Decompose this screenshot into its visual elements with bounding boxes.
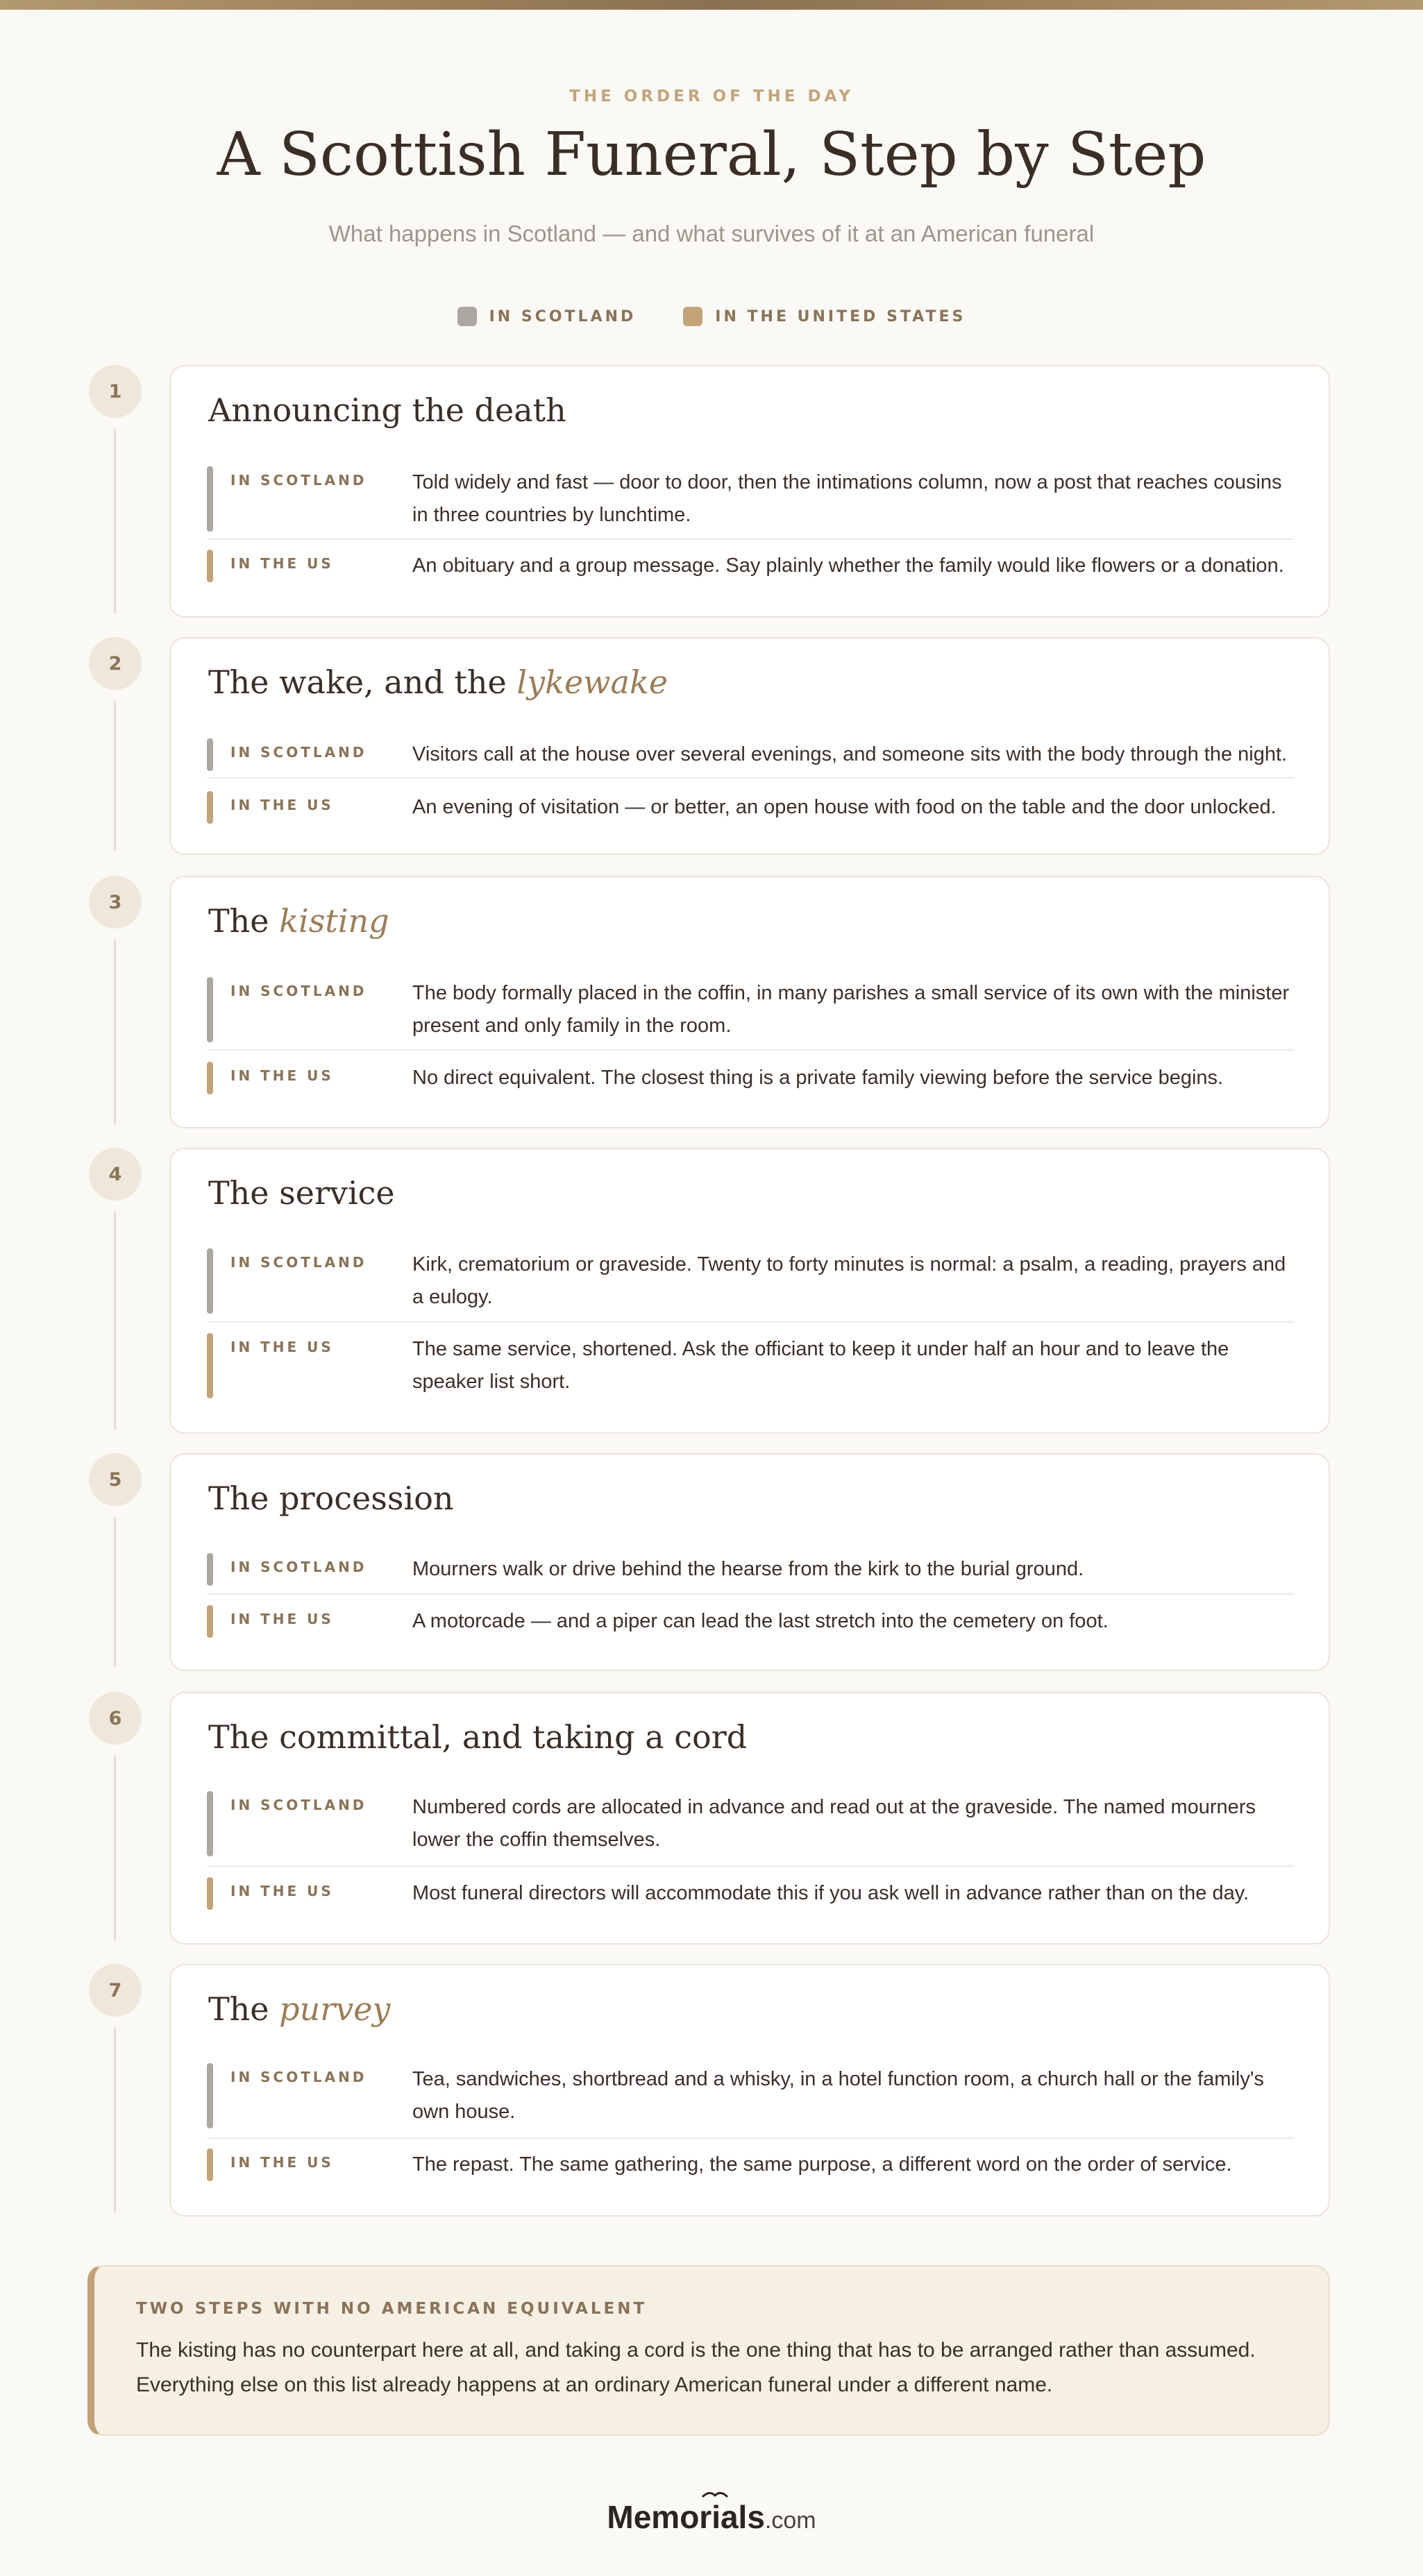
scotland-marker [207,1553,213,1586]
row-label-us: IN THE US [230,1339,334,1355]
step-number-badge: 4 [89,1148,142,1201]
row-us [207,550,1294,582]
row-label-us: IN THE US [230,2154,334,2171]
us-marker [207,1062,213,1094]
us-marker [207,550,213,582]
page-kicker: THE ORDER OF THE DAY [569,87,854,105]
row-text-scotland: Visitors call at the house over several evenings, and someone sits with the body through the night. [412,743,1288,765]
row-scotland [207,1248,1294,1314]
callout-body: The kisting has no counterpart here at all, and taking a cord is the one thing that has to be arranged rather than assumed. Everything else on this list already happens at an ordinary American funeral under a different name. [136,2339,1256,2396]
timeline-connector [114,1756,116,1940]
step-number-badge: 5 [89,1453,142,1506]
row-scotland [207,738,1294,771]
row-scotland [207,1553,1294,1586]
row-label-scotland: IN SCOTLAND [230,983,367,999]
row-label-us: IN THE US [230,1611,334,1627]
us-marker [207,1333,213,1398]
step-card [169,1148,1330,1434]
row-text-us: An evening of visitation — or better, an open house with food on the table and the door unlocked. [412,796,1277,818]
step-title [208,1718,747,1756]
step-number-badge: 2 [89,637,142,690]
step-title-term: lykewake [516,663,668,701]
step-card [169,1453,1330,1671]
step-title [208,1174,395,1212]
row-text-us: A motorcade — and a piper can lead the last stretch into the cemetery on foot. [412,1610,1109,1632]
step-card [169,637,1330,855]
timeline-connector [114,2028,116,2212]
step-title [208,1480,454,1517]
legend-item-united-states [683,307,966,326]
scotland-marker [207,1791,213,1856]
row-scotland [207,977,1294,1042]
step-title-text: The procession [208,1480,454,1517]
step-title-term: purvey [279,1990,391,2028]
step-number-badge: 7 [89,1964,142,2017]
top-accent-bar [0,0,1423,10]
row-divider [207,539,1294,540]
timeline-connector [114,1212,116,1430]
us-marker [207,791,213,824]
timeline-connector [114,1517,116,1667]
row-text-scotland: Mourners walk or drive behind the hearse from the kirk to the burial ground. [412,1558,1084,1580]
step-title-text: The wake, and the [208,663,517,701]
row-us [207,1333,1294,1398]
row-divider [207,1593,1294,1595]
step-title-text: The committal, and taking a cord [208,1718,748,1756]
memorials-logo [0,2498,1423,2536]
row-scotland [207,466,1294,532]
row-label-us: IN THE US [230,1883,334,1899]
callout-heading: TWO STEPS WITH NO AMERICAN EQUIVALENT [136,2300,648,2318]
row-text-us: The repast. The same gathering, the same purpose, a different word on the order of service. [412,2153,1232,2176]
row-text-scotland: The body formally placed in the coffin, in many parishes a small service of its own with the minister present and only family in the room. [412,982,1290,1037]
scotland-marker [207,2063,213,2128]
legend-swatch-united-states [683,307,702,326]
scotland-marker [207,977,213,1042]
bird-mark-icon [701,2489,729,2500]
us-marker [207,2149,213,2181]
step-card [169,876,1330,1128]
scotland-marker [207,738,213,771]
row-us [207,1877,1294,1910]
step-number-badge: 1 [89,365,142,418]
scotland-marker [207,1248,213,1314]
logo-name: Memorials [607,2499,765,2535]
step-card [169,1692,1330,1944]
row-us [207,1605,1294,1638]
row-divider [207,1321,1294,1323]
row-label-scotland: IN SCOTLAND [230,1797,367,1813]
step-title-text: The [208,1990,280,2028]
timeline-connector [114,940,116,1124]
step-title-term: kisting [279,902,389,940]
row-label-scotland: IN SCOTLAND [230,472,367,489]
step-number-badge: 6 [89,1692,142,1745]
row-label-scotland: IN SCOTLAND [230,744,367,761]
step-title [208,391,566,429]
timeline-connector [114,701,116,851]
row-scotland [207,1791,1294,1856]
row-text-us: No direct equivalent. The closest thing is a private family viewing before the service begins. [412,1067,1224,1089]
row-label-us: IN THE US [230,555,334,572]
row-label-scotland: IN SCOTLAND [230,2069,367,2085]
step-title-text: The service [208,1174,395,1212]
step-title [208,663,668,701]
row-us [207,2149,1294,2181]
step-title [208,902,389,940]
us-marker [207,1877,213,1910]
row-us [207,1062,1294,1094]
row-divider [207,777,1294,779]
row-text-us: The same service, shortened. Ask the officiant to keep it under half an hour and to leave the speaker list short. [412,1338,1229,1393]
step-title-text: Announcing the death [208,391,566,429]
step-card [169,1964,1330,2217]
row-scotland [207,2063,1294,2128]
row-text-scotland: Tea, sandwiches, shortbread and a whisky, in a hotel function room, a church hall or the family's own house. [412,2068,1264,2123]
us-marker [207,1605,213,1638]
row-text-scotland: Told widely and fast — door to door, then the intimations column, now a post that reaches cousins in three countries by lunchtime. [412,471,1282,526]
step-title-text: The [208,902,280,940]
legend-label-united-states: IN THE UNITED STATES [715,307,966,325]
scotland-marker [207,466,213,532]
row-text-us: Most funeral directors will accommodate this if you ask well in advance rather than on the day. [412,1882,1249,1904]
page-title: A Scottish Funeral, Step by Step [217,120,1206,189]
callout-box [87,2265,1330,2436]
row-label-us: IN THE US [230,797,334,813]
row-divider [207,1865,1294,1867]
legend [0,307,1423,326]
step-title [208,1990,390,2028]
page-subtitle: What happens in Scotland — and what survives of it at an American funeral [328,221,1095,246]
row-label-scotland: IN SCOTLAND [230,1254,367,1271]
legend-label-scotland: IN SCOTLAND [489,307,637,325]
row-divider [207,1049,1294,1051]
timeline-connector [114,429,116,613]
row-us [207,791,1294,824]
step-card [169,365,1330,618]
row-label-scotland: IN SCOTLAND [230,1559,367,1575]
logo-suffix: .com [764,2507,816,2534]
row-text-scotland: Numbered cords are allocated in advance and read out at the graveside. The named mourners lower the coffin themselves. [412,1796,1256,1851]
legend-item-scotland [457,307,637,326]
row-text-us: An obituary and a group message. Say plainly whether the family would like flowers or a donation. [412,554,1284,577]
row-label-us: IN THE US [230,1067,334,1084]
step-number-badge: 3 [89,876,142,929]
row-divider [207,2137,1294,2139]
row-text-scotland: Kirk, crematorium or graveside. Twenty to forty minutes is normal: a psalm, a reading, prayers and a eulogy. [412,1253,1286,1308]
legend-swatch-scotland [457,307,477,326]
